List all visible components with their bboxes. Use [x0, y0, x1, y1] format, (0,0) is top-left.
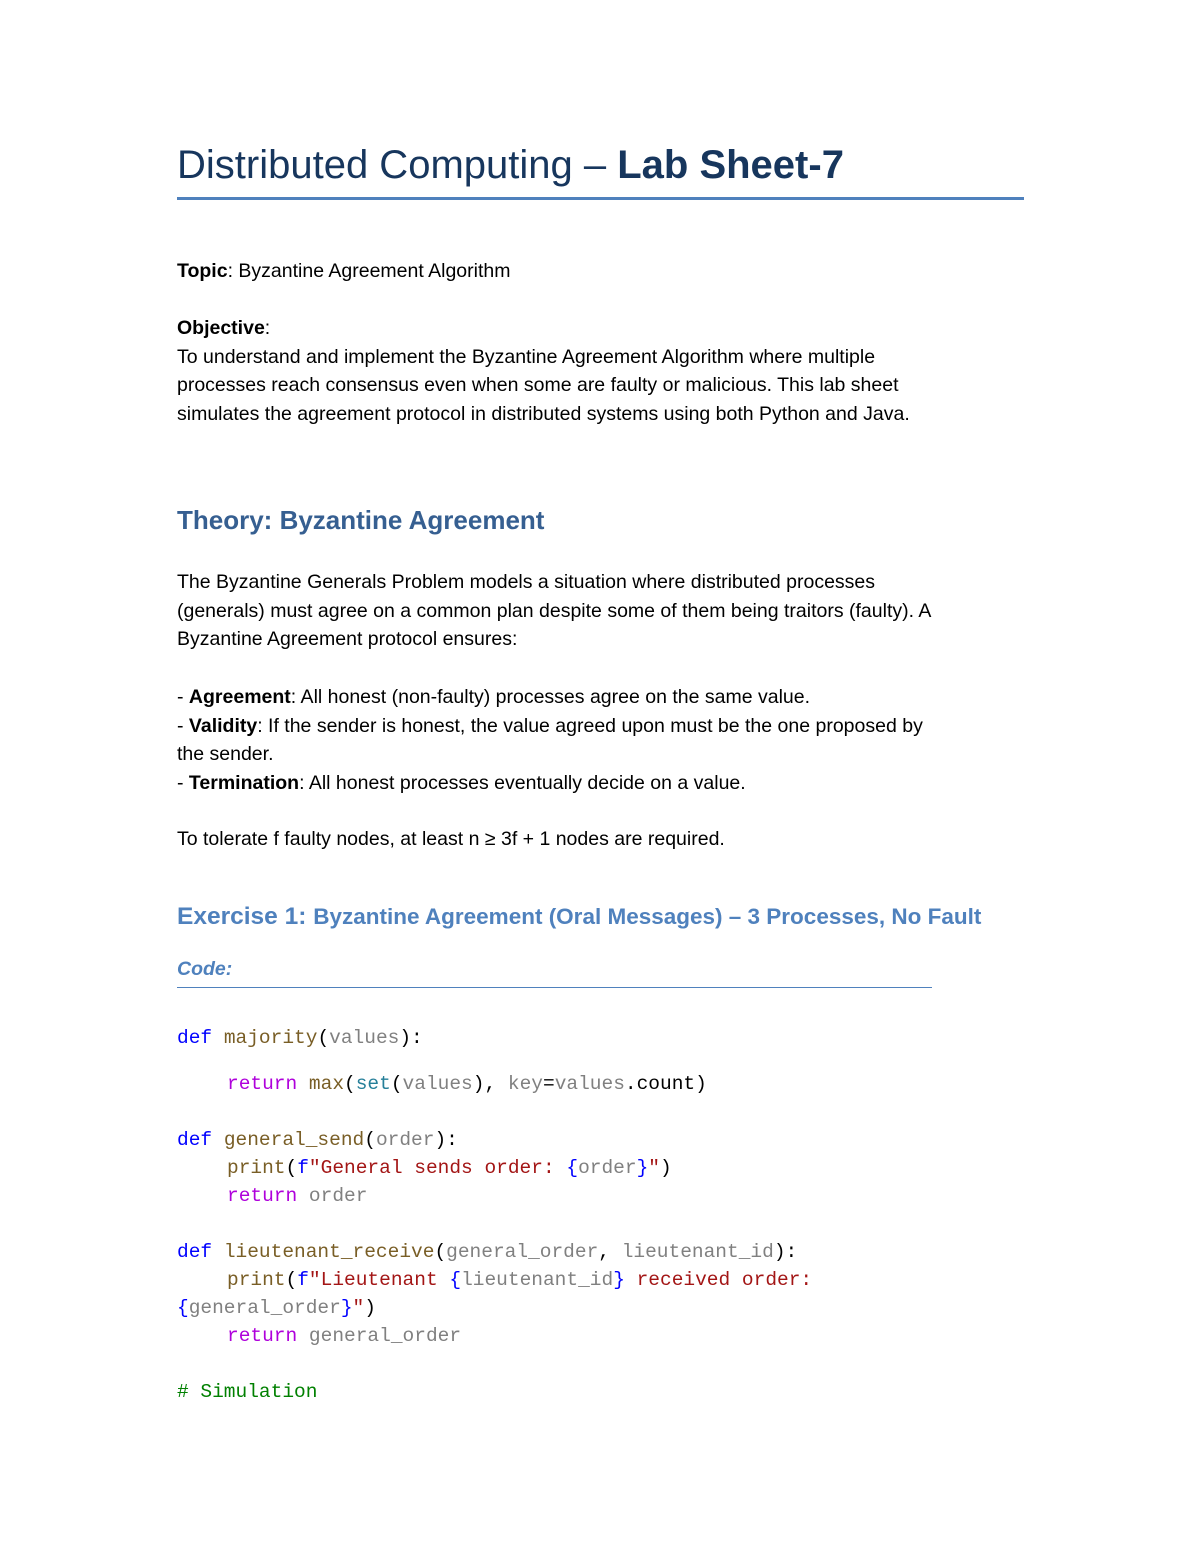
code-brace: } — [636, 1157, 649, 1179]
code-function: lieutenant_receive — [223, 1241, 435, 1263]
code-punct: ( — [434, 1241, 447, 1263]
code-function: print — [227, 1157, 286, 1179]
topic-line — [177, 257, 510, 286]
code-brace: } — [613, 1269, 625, 1291]
code-brace: { — [177, 1297, 189, 1319]
code-punct: ): — [434, 1129, 458, 1151]
code-punct: ): — [399, 1027, 423, 1049]
code-line — [177, 1238, 797, 1266]
objective-section — [177, 314, 910, 428]
code-line — [227, 1182, 367, 1210]
property-term: Agreement — [188, 686, 291, 708]
objective-heading — [177, 314, 910, 343]
code-line — [177, 1126, 458, 1154]
code-param: lieutenant_id — [461, 1269, 614, 1291]
theory-intro-line: (generals) must agree on a common plan despite some of them being traitors (faulty). A — [177, 599, 932, 622]
code-line — [227, 1266, 812, 1294]
code-punct: ( — [285, 1157, 298, 1179]
exercise-1-lead: Exercise 1: — [177, 903, 314, 930]
property-text: : All honest (non-faulty) processes agree on the same value. — [290, 686, 811, 708]
code-param: values — [554, 1073, 625, 1095]
code-brace: { — [566, 1157, 579, 1179]
code-label-underline — [177, 987, 932, 988]
code-punct: ( — [390, 1073, 403, 1095]
title-part-1: Distributed Computing – — [177, 143, 618, 187]
title-part-2: Lab Sheet-7 — [617, 143, 844, 187]
code-keyword: return — [227, 1185, 309, 1207]
code-param: order — [308, 1185, 368, 1207]
code-punct: ( — [344, 1073, 356, 1095]
objective-line: simulates the agreement protocol in distributed systems using both Python and Java. — [177, 402, 910, 425]
code-punct: ): — [773, 1241, 798, 1263]
topic-value: Byzantine Agreement Algorithm — [238, 260, 511, 282]
theory-intro-line: Byzantine Agreement protocol ensures: — [177, 628, 518, 650]
code-keyword: return — [227, 1325, 309, 1347]
property-term: Validity — [188, 714, 258, 737]
code-keyword: def — [177, 1027, 224, 1049]
objective-line: processes reach consensus even when some are faulty or malicious. This lab sheet — [177, 374, 899, 396]
code-keyword: return — [227, 1073, 309, 1095]
code-comment: # Simulation — [177, 1381, 318, 1403]
code-param: order — [375, 1129, 435, 1151]
code-keyword: f — [297, 1269, 309, 1291]
code-punct: ) — [660, 1157, 672, 1179]
code-line — [177, 1024, 423, 1052]
code-param: general_order — [188, 1297, 341, 1319]
code-punct: = — [542, 1073, 555, 1095]
code-param: values — [329, 1027, 400, 1049]
code-string: "Lieutenant — [308, 1269, 450, 1291]
objective-label: Objective — [177, 317, 265, 339]
objective-line: To understand and implement the Byzantine Agreement Algorithm where multiple — [177, 345, 876, 368]
code-function: majority — [223, 1027, 318, 1049]
code-punct: ) — [364, 1297, 376, 1319]
code-brace: } — [340, 1297, 353, 1319]
property-term: Termination — [188, 771, 300, 794]
code-line — [227, 1322, 461, 1350]
code-param: values — [402, 1073, 473, 1095]
page-title — [177, 143, 844, 188]
topic-label: Topic — [177, 260, 228, 282]
property-validity-continued — [177, 740, 923, 769]
property-validity — [177, 712, 923, 741]
property-termination — [177, 769, 923, 798]
code-punct: ( — [285, 1269, 298, 1291]
property-text: : All honest processes eventually decide on a value. — [299, 771, 746, 794]
property-text: : If the sender is honest, the value agreed upon must be the one proposed by — [257, 714, 923, 737]
code-brace: { — [449, 1269, 462, 1291]
topic-separator: : — [227, 260, 239, 282]
code-param: general_order — [446, 1241, 599, 1263]
code-string: received order: — [624, 1269, 813, 1291]
code-keyword: f — [297, 1157, 309, 1179]
code-line — [227, 1070, 707, 1098]
code-punct: .count) — [624, 1073, 707, 1095]
code-string: " — [352, 1297, 365, 1319]
code-param: key — [507, 1073, 543, 1095]
code-param: general_order — [308, 1325, 462, 1347]
fault-tolerance-note: To tolerate f faulty nodes, at least n ≥ 3f + 1 nodes are required. — [177, 828, 725, 850]
bullet-dash: - — [177, 686, 189, 708]
code-keyword: def — [177, 1129, 224, 1151]
exercise-1-title: Byzantine Agreement (Oral Messages) – 3 Processes, No Fault — [313, 904, 982, 929]
bullet-dash: - — [177, 714, 189, 737]
code-string: " — [648, 1157, 660, 1179]
code-punct: ( — [317, 1027, 330, 1049]
theory-heading: Theory: Byzantine Agreement — [177, 505, 545, 535]
code-function: general_send — [223, 1129, 365, 1151]
property-text: the sender. — [177, 743, 274, 765]
code-function: print — [227, 1269, 286, 1291]
code-param: order — [578, 1157, 637, 1179]
code-function: max — [308, 1073, 345, 1095]
bullet-dash: - — [177, 771, 189, 794]
code-label: Code: — [177, 958, 233, 980]
code-string: "General sends order: — [308, 1157, 567, 1179]
objective-separator: : — [264, 317, 271, 339]
code-line — [177, 1294, 376, 1322]
code-punct: ( — [364, 1129, 376, 1151]
code-punct: , — [598, 1241, 622, 1263]
property-agreement — [177, 683, 923, 712]
exercise-1-heading — [177, 903, 981, 931]
theory-properties-list — [177, 683, 923, 797]
code-punct: ), — [472, 1073, 508, 1095]
theory-intro — [177, 568, 931, 654]
code-builtin: set — [355, 1073, 391, 1095]
code-line — [227, 1154, 672, 1182]
code-keyword: def — [177, 1241, 224, 1263]
code-param: lieutenant_id — [621, 1241, 774, 1263]
code-line — [177, 1378, 317, 1406]
theory-intro-line: The Byzantine Generals Problem models a situation where distributed processes — [177, 571, 876, 593]
title-underline — [177, 197, 1024, 200]
